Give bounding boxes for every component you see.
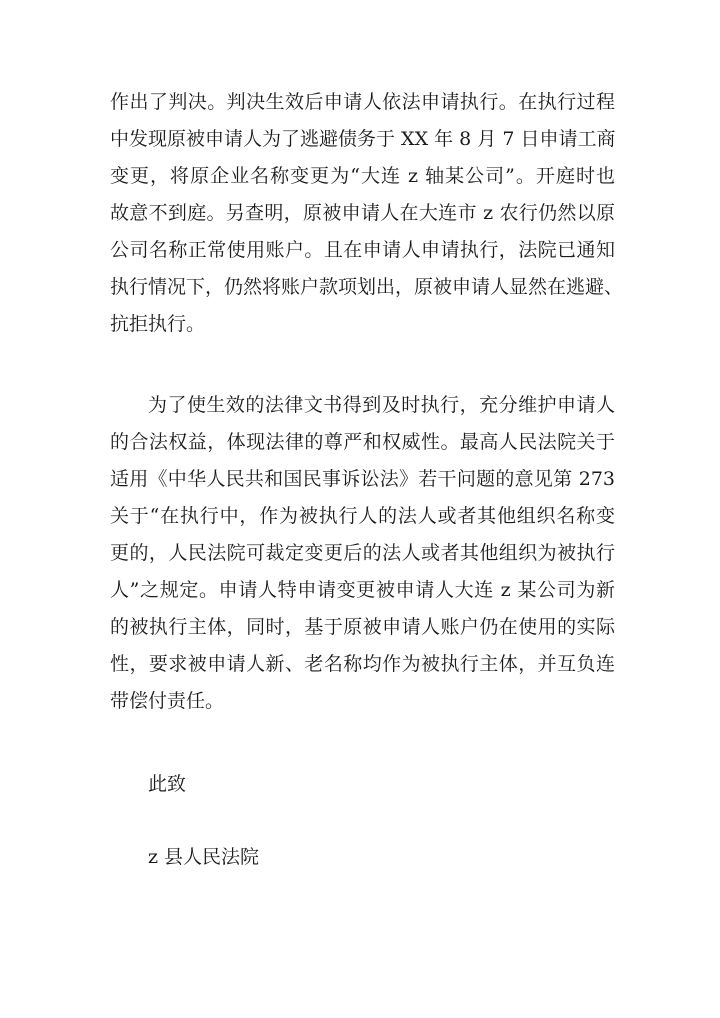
paragraph-line: 人”之规定。申请人特申请变更被申请人大连 z 某公司为新 <box>110 579 615 601</box>
paragraph-line: 故意不到庭。另查明，原被申请人在大连市 z 农行仍然以原 <box>110 202 615 224</box>
paragraph-execution-facts <box>110 84 624 343</box>
paragraph-line: 更的，人民法院可裁定变更后的法人或者其他组织为被执行 <box>110 542 615 564</box>
addressee <box>110 839 615 876</box>
paragraph-line: 作出了判决。判决生效后申请人依法申请执行。在执行过程 <box>110 91 615 113</box>
paragraph-line: 为了使生效的法律文书得到及时执行，充分维护申请人 <box>148 394 615 416</box>
paragraph-line: 关于“在执行中，作为被执行人的法人或者其他组织名称变 <box>110 505 615 527</box>
paragraph-line: 性，要求被申请人新、老名称均作为被执行主体，并互负连 <box>110 653 615 675</box>
closing-text: 此致 <box>148 773 187 795</box>
paragraph-line: 执行情况下，仍然将账户款项划出，原被申请人显然在逃避、 <box>110 276 624 298</box>
paragraph-line: 中发现原被申请人为了逃避债务于 XX 年 8 月 7 日申请工商 <box>110 128 616 150</box>
paragraph-line: 公司名称正常使用账户。且在申请人申请执行，法院已通知 <box>110 239 615 261</box>
paragraph-legal-basis <box>110 387 615 720</box>
closing-salutation <box>110 766 615 803</box>
paragraph-line: 的被执行主体，同时，基于原被申请人账户仍在使用的实际 <box>110 616 615 638</box>
paragraph-line: 的合法权益，体现法律的尊严和权威性。最高人民法院关于 <box>110 431 615 453</box>
paragraph-line: 抗拒执行。 <box>110 313 206 335</box>
paragraph-line: 变更，将原企业名称变更为“大连 z 轴某公司”。开庭时也 <box>110 165 615 187</box>
paragraph-line: 适用《中华人民共和国民事诉讼法》若干问题的意见第 273 <box>110 468 615 490</box>
paragraph-line: 带偿付责任。 <box>110 690 225 712</box>
addressee-text: z 县人民法院 <box>148 846 260 868</box>
